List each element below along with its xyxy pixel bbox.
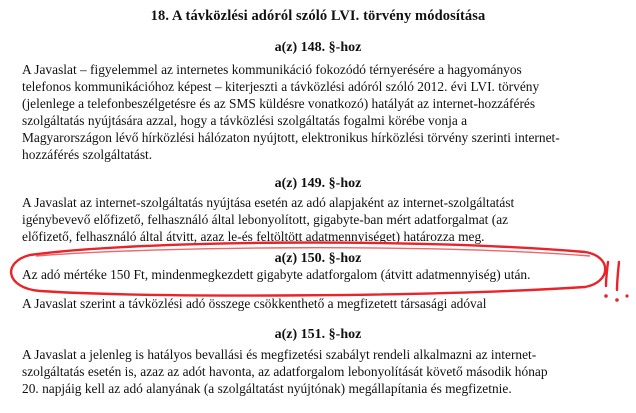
- paragraph-line: szolgáltatás esetén is, azaz az adót havonta, az adatforgalom lebonyolítását követő második hónap: [22, 363, 548, 379]
- document-title: 18. A távközlési adóról szóló LVI. törvény módosítása: [150, 8, 486, 24]
- paragraph-line: A Javaslat a jelenleg is hatályos bevallási és megfizetési szabályt rendeli alkalmazni az internet-: [22, 347, 537, 362]
- section-paragraph-150: [22, 267, 620, 284]
- section-paragraph-148: [22, 62, 620, 163]
- paragraph-line: A Javaslat szerint a távközlési adó összege csökkenthető a megfizetett társasági adóval: [22, 296, 487, 311]
- section-paragraph-151: [22, 347, 620, 398]
- paragraph-line: A Javaslat az internet-szolgáltatás nyújtása esetén az adó alapjaként az internet-szolgáltatást: [22, 195, 515, 210]
- paragraph-line: Magyarországon lévő hírközlési hálózaton nyújtott, elektronikus hírközlési törvény szerinti internet-: [22, 129, 560, 145]
- paragraph-line: telefonos kommunikációhoz képest – kiterjeszti a távközlési adóról szóló 2012. évi LVI. törvény: [22, 78, 540, 94]
- section-heading-148: a(z) 148. §-hoz: [274, 40, 362, 55]
- paragraph-line: előfizető, felhasználó által átvitt, azaz le-és feltöltött adatmennyiséget) határozza meg.: [22, 228, 485, 244]
- paragraph-line: A Javaslat – figyelemmel az internetes kommunikáció fokozódó térnyerésére a hagyományos: [22, 62, 522, 77]
- section-heading-151: a(z) 151. §-hoz: [274, 327, 362, 342]
- paragraph-line-highlighted: Az adó mértéke 150 Ft, mindenmegkezdett gigabyte adatforgalom (átvitt adatmennyiség) után.: [22, 267, 531, 282]
- paragraph-line: szolgáltatás nyújtására azzal, hogy a távközlési szolgáltatás fogalmi körébe vonja a: [22, 112, 468, 128]
- corporate-tax-paragraph: [22, 296, 620, 313]
- paragraph-line: (jelenlege a telefonbeszélgetésre és az SMS küldésre vonatkozó) hatályát az internet-hozzáférés: [22, 95, 536, 111]
- section-heading-150: a(z) 150. §-hoz: [274, 251, 362, 266]
- section-heading-149: a(z) 149. §-hoz: [274, 176, 362, 191]
- paragraph-line: 20. napjáig kell az adó alanyának (a szolgáltatást nyújtónak) megállapítania és megfizetnie.: [22, 380, 512, 396]
- paragraph-line: hozzáférés szolgáltatást.: [22, 146, 153, 162]
- paragraph-line: igénybevevő előfizető, felhasználó által lebonyolított, gigabyte-ban mért adatforgalmat (az: [22, 211, 509, 227]
- section-paragraph-149: [22, 195, 620, 246]
